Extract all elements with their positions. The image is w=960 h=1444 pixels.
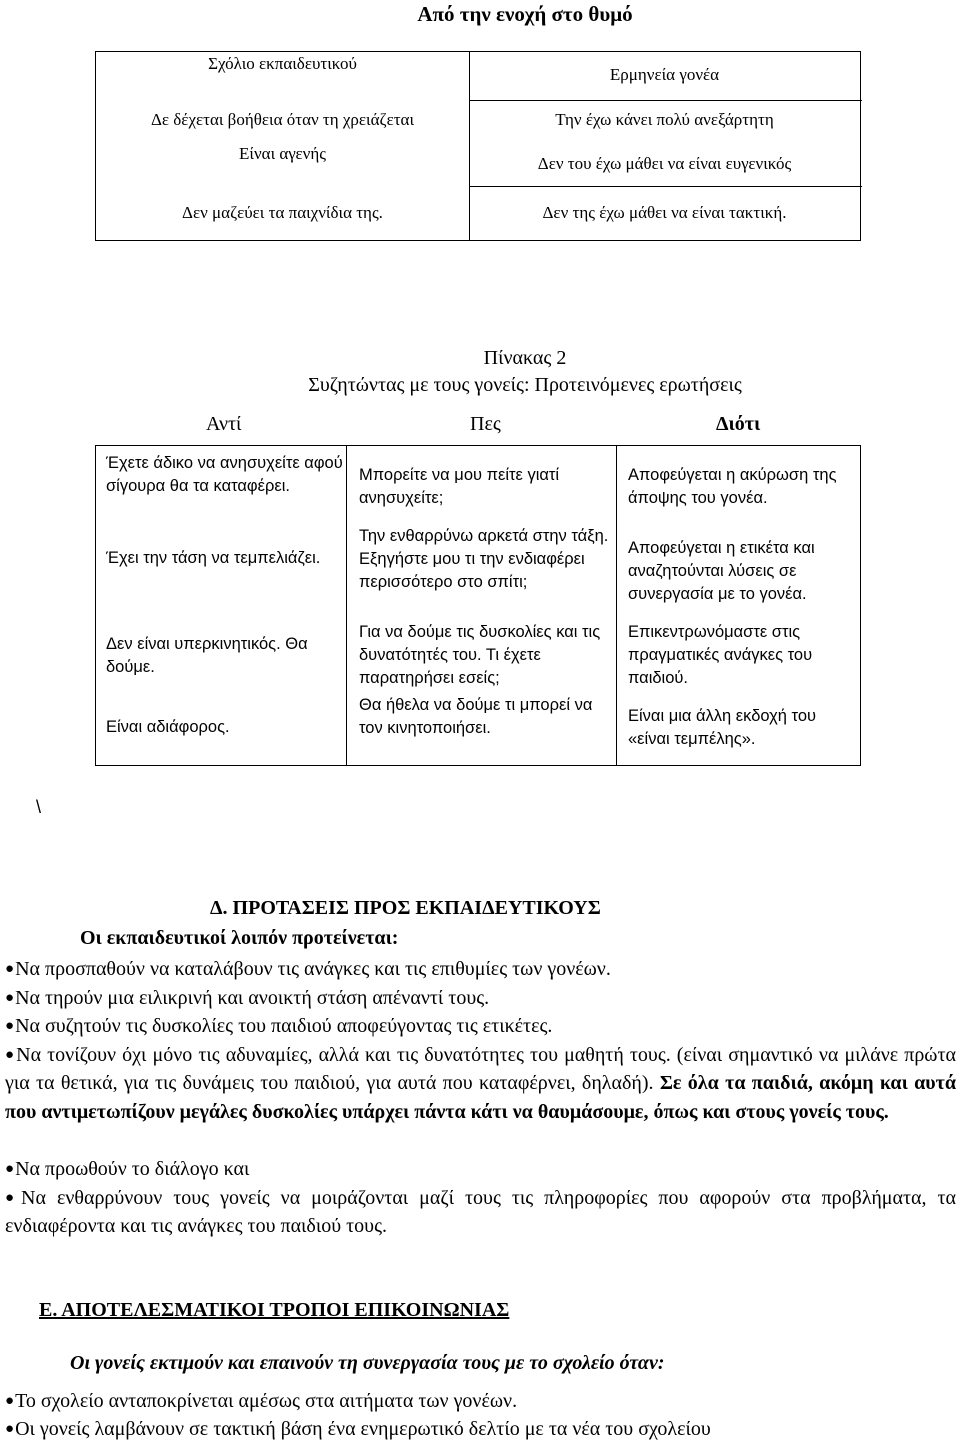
table-cell: Είναι μια άλλη εκδοχή του «είναι τεμπέλης». [628,707,817,748]
list-item-emphasis: Σε όλα τα παιδιά, ακόμη και αυτά που αντιμετωπίζουν μεγάλες δυσκολίες υπάρχει πάντα κάτι να θαυμάσουμε, όπως και στους γονείς τους. [5,1072,957,1123]
bullet-icon: ● [5,1421,15,1437]
table-cell: Δεν της έχω μάθει να είναι τακτική. [542,203,787,222]
table-header-teacher-comment: Σχόλιο εκπαιδευτικού [208,54,357,73]
table-cell: Έχει την τάση να τεμπελιάζει. [106,549,321,567]
stray-mark: \ [36,797,42,817]
table-rule [469,186,862,187]
list-item-text: Να προσπαθούν να καταλάβουν τις ανάγκες και τις επιθυμίες των γονέων. [15,958,611,980]
bullet-icon: ● [5,1046,16,1063]
list-item-text: Το σχολείο ανταποκρίνεται αμέσως στα αιτήματα των γονέων. [15,1390,518,1412]
table-cell: Δε δέχεται βοήθεια όταν τη χρειάζεται [150,110,415,129]
parent-interpretation-table [95,51,861,241]
table-cell: Επικεντρωνόμαστε στις πραγματικές ανάγκες του παιδιού. [628,623,813,687]
table-cell: Είναι αδιάφορος. [106,718,230,736]
table-cell: Μπορείτε να μου πείτε γιατί ανησυχείτε; [359,466,560,507]
table-cell: Είναι αγενής [239,144,326,163]
table-cell: Αποφεύγεται η ακύρωση της άποψης του γονέα. [628,466,837,507]
table-divider [616,446,617,765]
list-item [5,1387,956,1416]
table-header-parent-interpretation: Ερμηνεία γονέα [609,65,720,84]
list-item-text: Οι γονείς λαμβάνουν σε τακτική βάση ένα ενημερωτικό δελτίο με τα νέα του σχολείου [15,1418,711,1440]
list-item [5,1184,956,1241]
bullet-icon: ● [5,961,15,977]
table-divider [346,446,347,765]
bullet-icon: ● [5,989,15,1006]
list-item-text: Να ενθαρρύνουν τους γονείς να μοιράζονται μαζί τους τις πληροφορίες που αφορούν στα προβλήματα, τα ενδιαφέροντα και τις ανάγκες του παιδιού τους. [5,1186,957,1237]
table-cell: Την ενθαρρύνω αρκετά στην τάξη. Εξηγήστε μου τι την ενδιαφέρει περισσότερο στο σπίτι; [359,527,609,591]
list-item-text: Να τονίζουν όχι μόνο τις αδυναμίες, αλλά και τις δυνατότητες του μαθητή τους. (είναι σημαντικό να μιλάνε πρώτα για τα θετικά, για τις δυνάμεις του παιδιού, για αυτά που καταφέρνει, δηλαδή). [5,1043,956,1094]
column-header-because: Διότι [716,413,761,435]
list-item [5,1415,956,1444]
list-item [5,984,956,1013]
list-item [5,955,956,984]
section-heading: Ε. ΑΠΟΤΕΛΕΣΜΑΤΙΚΟΙ ΤΡΟΠΟΙ ΕΠΙΚΟΙΝΩΝΙΑΣ [39,1299,510,1321]
suggested-questions-table [95,445,861,766]
table-cell: Δεν του έχω μάθει να είναι ευγενικός [537,154,792,173]
table-cell: Την έχω κάνει πολύ ανεξάρτητη [555,110,774,129]
bullet-icon: ● [5,1161,15,1177]
table-cell: Δεν μαζεύει τα παιχνίδια της. [182,203,383,222]
column-header-say: Πες [470,413,501,435]
section-subheading: Οι γονείς εκτιμούν και επαινούν τη συνεργασία τους με το σχολείο όταν: [70,1352,665,1374]
table-cell: Θα ήθελα να δούμε τι μπορεί να τον κινητοποιήσει. [359,696,593,737]
table-caption: Πίνακας 2 [483,347,567,369]
table-caption-subtitle: Συζητώντας με τους γονείς: Προτεινόμενες ερωτήσεις [308,374,742,396]
table-cell: Έχετε άδικο να ανησυχείτε αφού σίγουρα θα τα καταφέρει. [106,454,343,495]
bullet-icon: ● [5,1189,21,1206]
page-title: Από την ενοχή στο θυμό [417,2,633,26]
list-item-text: Να τηρούν μια ειλικρινή και ανοικτή στάση απέναντί τους. [15,986,490,1009]
list-item-text: Να προωθούν το διάλογο και [15,1158,250,1180]
table-cell: Αποφεύγεται η ετικέτα και αναζητούνται λύσεις σε συνεργασία με το γονέα. [628,539,815,603]
table-rule [469,100,862,101]
list-item [5,1012,956,1041]
bullet-icon: ● [5,1018,15,1034]
table-cell: Δεν είναι υπερκινητικός. Θα δούμε. [106,635,308,676]
bullet-icon: ● [5,1393,15,1409]
section-subheading: Οι εκπαιδευτικοί λοιπόν προτείνεται: [80,927,399,949]
column-header-instead: Αντί [206,413,242,435]
list-item [5,1041,956,1127]
table-cell: Για να δούμε τις δυσκολίες και τις δυνατότητές του. Τι έχετε παρατηρήσει εσείς; [359,623,601,687]
list-item-text: Να συζητούν τις δυσκολίες του παιδιού αποφεύγοντας τις ετικέτες. [15,1015,553,1037]
list-item [5,1155,956,1184]
section-heading: Δ. ΠΡΟΤΑΣΕΙΣ ΠΡΟΣ ΕΚΠΑΙΔΕΥΤΙΚΟΥΣ [210,897,601,919]
